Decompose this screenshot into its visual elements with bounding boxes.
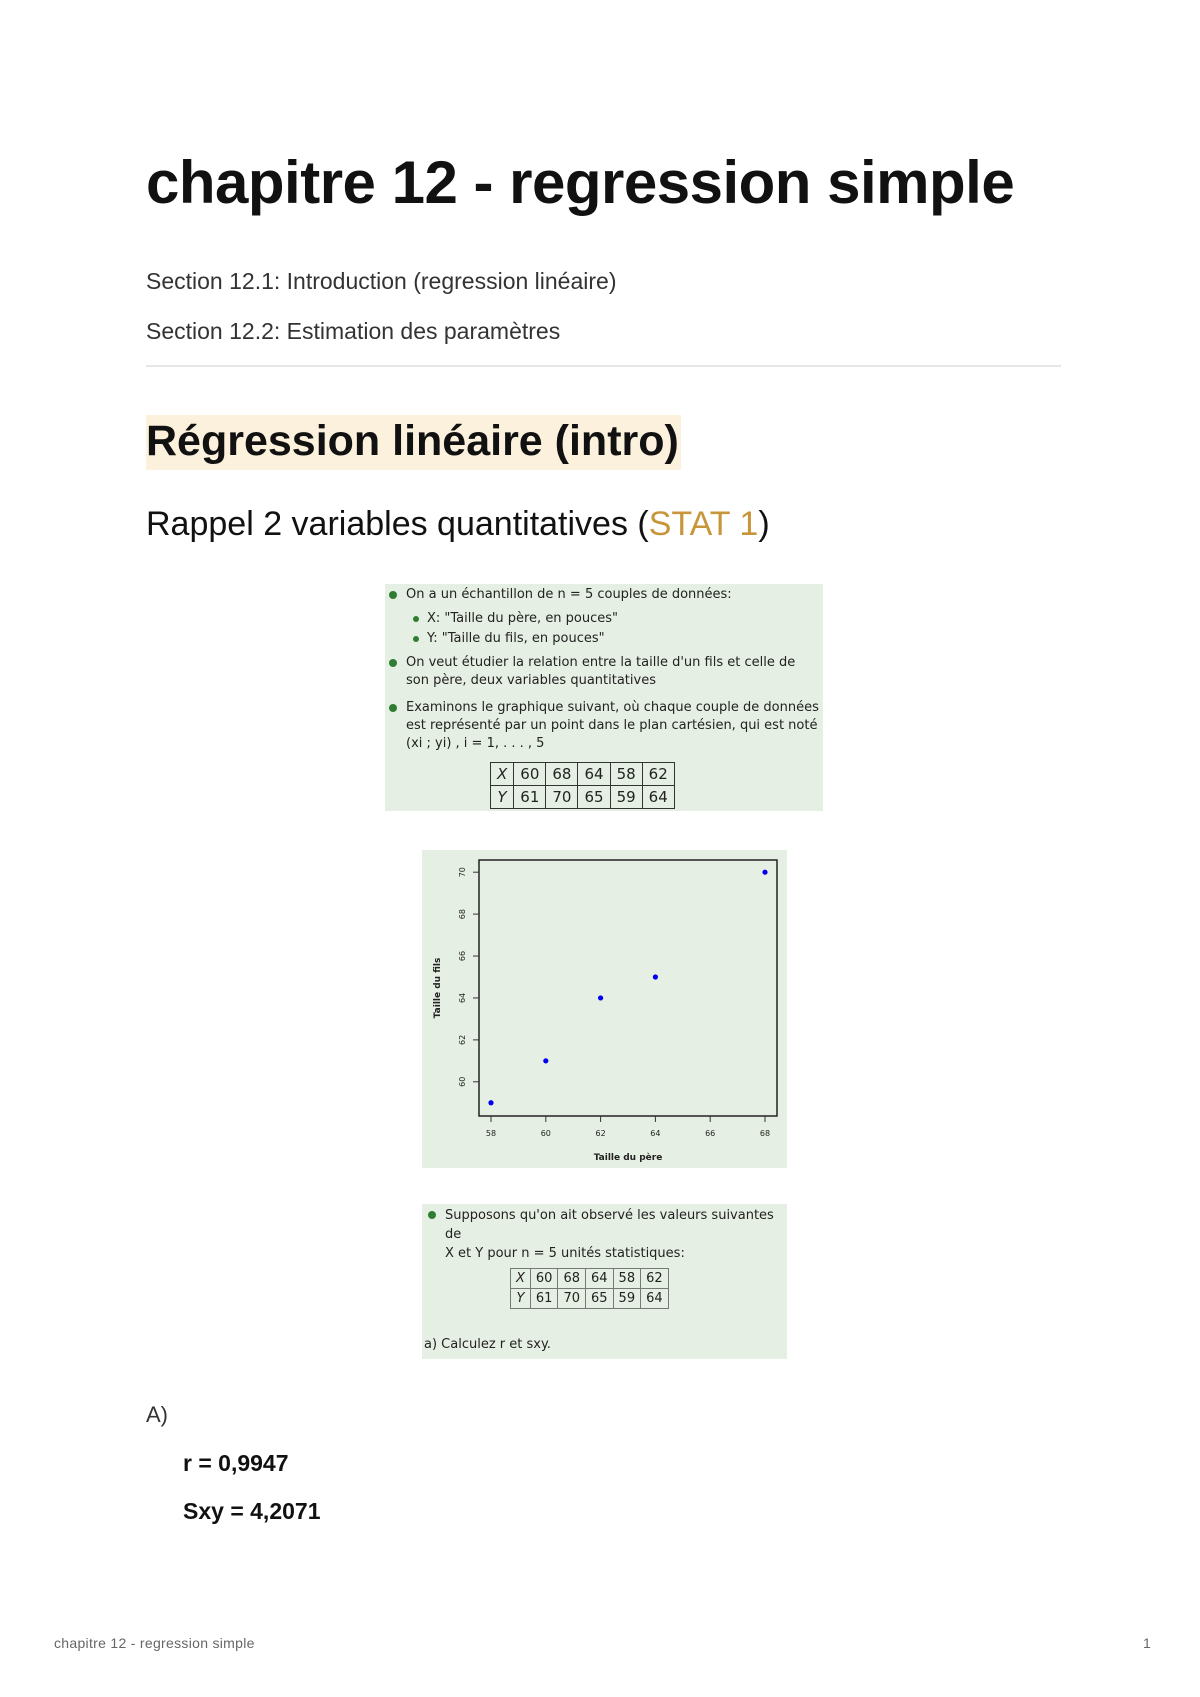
y-tick-label: 62	[458, 1034, 467, 1045]
answer-r: r = 0,9947	[183, 1450, 289, 1476]
data-point	[543, 1058, 548, 1063]
subheading-prefix: Rappel 2 variables quantitatives (	[146, 505, 649, 543]
x-tick-label: 66	[705, 1129, 716, 1138]
footer-title: chapitre 12 - regression simple	[54, 1635, 255, 1651]
x-tick-label: 58	[485, 1129, 497, 1138]
table-row-y: Y 61 70 65 59 64	[491, 786, 675, 809]
slide-image-exercise	[422, 1204, 787, 1359]
answer-sxy: Sxy = 4,2071	[183, 1498, 321, 1524]
subheading-suffix: )	[758, 505, 770, 543]
bullet-exercise: Supposons qu'on ait observé les valeurs suivantes de X et Y pour n = 5 unités statistiques:	[428, 1206, 787, 1263]
x-tick-label: 68	[759, 1129, 771, 1138]
stat1-link[interactable]: STAT 1	[648, 505, 759, 543]
y-axis-label: Taille du fils	[433, 957, 443, 1019]
x-tick-label: 62	[595, 1129, 606, 1138]
x-tick-label: 64	[650, 1129, 661, 1138]
slide-image-scatter-plot	[422, 850, 787, 1168]
slide-image-data-intro	[385, 584, 823, 811]
data-point	[653, 974, 658, 979]
table-row-x: X 60 68 64 58 62	[491, 763, 675, 786]
data-point	[488, 1100, 493, 1105]
toc-item-section-12-1[interactable]: Section 12.1: Introduction (regression linéaire)	[146, 268, 617, 294]
y-tick-label: 64	[458, 992, 467, 1004]
page-title: chapitre 12 - regression simple	[146, 149, 1015, 216]
data-table	[490, 762, 675, 809]
y-tick-label: 66	[458, 950, 467, 962]
plot-frame	[479, 860, 777, 1116]
sub-bullet-y: Y: "Taille du fils, en pouces"	[427, 631, 605, 646]
page-number: 1	[1143, 1635, 1151, 1651]
sub-bullet-x: X: "Taille du père, en pouces"	[427, 611, 619, 626]
data-point	[762, 870, 767, 875]
exercise-question: a) Calculez r et sxy.	[424, 1337, 551, 1352]
divider	[146, 365, 1061, 367]
subheading	[146, 505, 770, 544]
bullet-sample: On a un échantillon de n = 5 couples de données:	[389, 586, 732, 604]
y-tick-label: 68	[458, 909, 467, 920]
y-tick-label: 70	[458, 867, 467, 878]
answer-label: A)	[146, 1402, 168, 1427]
x-tick-label: 60	[540, 1129, 551, 1138]
toc-item-section-12-2[interactable]: Section 12.2: Estimation des paramètres	[146, 318, 561, 344]
y-tick-label: 60	[458, 1076, 467, 1087]
data-point	[598, 995, 603, 1000]
bullet-graph: Examinons le graphique suivant, où chaque couple de données est représenté par un point dans le plan cartésien, qui est noté (xi ; yi) , i = 1, . . . , 5	[389, 699, 819, 753]
scatter-chart	[422, 850, 787, 1168]
table-row-y: Y 61 70 65 59 64	[511, 1289, 669, 1309]
exercise-table	[510, 1268, 669, 1309]
x-axis-label: Taille du père	[593, 1153, 663, 1163]
bullet-relation: On veut étudier la relation entre la taille d'un fils et celle de son père, deux variables quantitatives	[389, 654, 795, 690]
table-row-x: X 60 68 64 58 62	[511, 1269, 669, 1289]
section-heading: Régression linéaire (intro)	[146, 415, 681, 470]
table-of-contents	[146, 268, 616, 368]
